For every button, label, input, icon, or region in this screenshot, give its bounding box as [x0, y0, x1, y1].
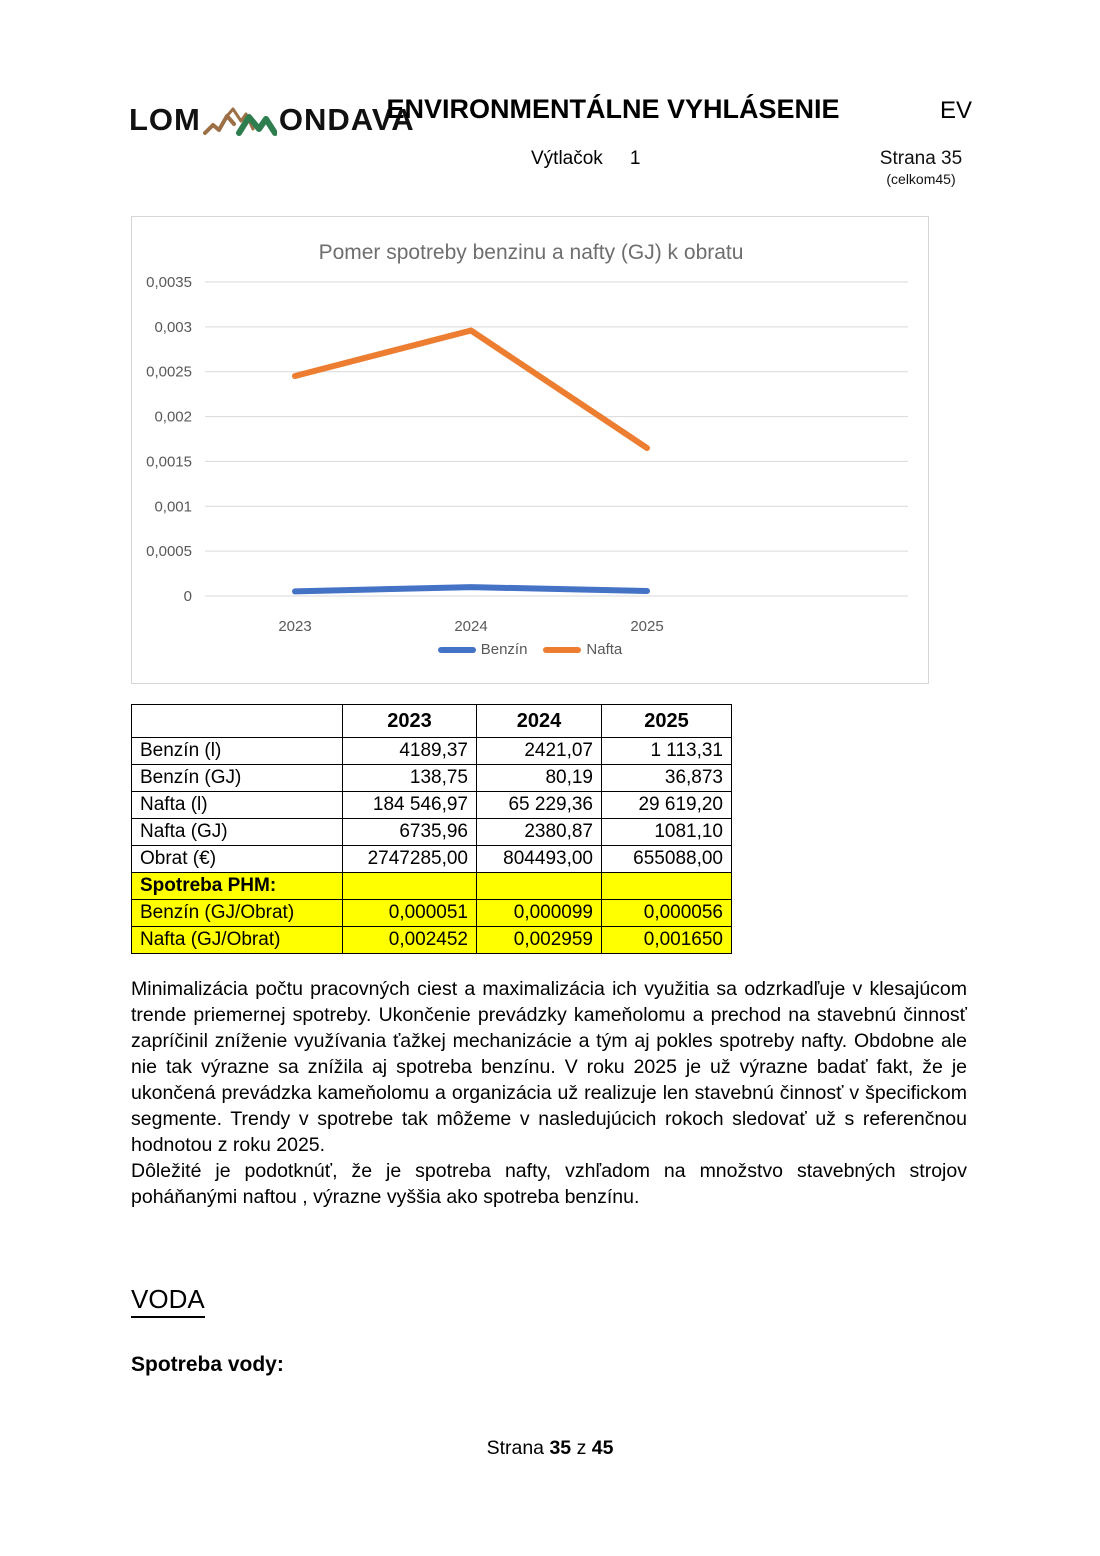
line-chart-canvas: [132, 217, 928, 683]
value-cell: 4189,37: [343, 738, 477, 765]
legend-item-benzín: [438, 641, 528, 658]
legend-swatch: [438, 647, 476, 653]
value-cell: 29 619,20: [602, 792, 732, 819]
value-cell: 0,002452: [343, 927, 477, 954]
body-text: [131, 976, 967, 1210]
paragraph-fuel-analysis: Minimalizácia počtu pracovných ciest a maximalizácia ich využitia sa odzrkadľuje v klesajúcom trende priemernej spotreby. Ukončenie prevádzky kameňolomu a prechod na stavebnú činnosť zapríčinil zníženie využívania ťažkej mechanizácie a tým aj pokles spotreby nafty. Obdobne ale nie tak výrazne sa znížila aj spotreba benzínu. V roku 2025 je už výrazne badať fakt, že je ukončená prevádzka kameňolomu a organizácia už realizuje len stavebnú činnosť v špecifickom segmente. Trendy v spotrebe tak môžeme v nasledujúcich rokoch sledovať už s referenčnou hodnotou z roku 2025.: [131, 978, 967, 1156]
value-cell: 2380,87: [477, 819, 602, 846]
fuel-ratio-chart: [131, 216, 929, 684]
footer-page-total: 45: [591, 1437, 614, 1459]
fuel-consumption-table: [131, 704, 732, 954]
value-cell: 0,001650: [602, 927, 732, 954]
x-tick-label: 2024: [454, 618, 488, 635]
value-cell: 80,19: [477, 765, 602, 792]
table-row: [132, 765, 732, 792]
table-row: [132, 792, 732, 819]
row-label-cell: Nafta (l): [132, 792, 343, 819]
value-cell: 1 113,31: [602, 738, 732, 765]
chart-title: Pomer spotreby benzinu a nafty (GJ) k obratu: [318, 241, 744, 264]
logo-text-lom: LOM: [129, 102, 201, 137]
chart-legend: [132, 641, 928, 658]
table-row: [132, 819, 732, 846]
value-cell: 184 546,97: [343, 792, 477, 819]
y-tick-label: 0,003: [154, 318, 192, 336]
document-title: ENVIRONMENTÁLNE VYHLÁSENIE: [386, 94, 840, 124]
value-cell: [343, 873, 477, 900]
table-header-cell: 2024: [477, 705, 602, 738]
legend-label: Nafta: [586, 641, 623, 658]
row-label-cell: Obrat (€): [132, 846, 343, 873]
section-heading-voda: VODA: [131, 1284, 205, 1315]
value-cell: 0,000051: [343, 900, 477, 927]
page-footer: [0, 1437, 1100, 1460]
print-info: [531, 148, 640, 170]
print-label: Výtlačok: [531, 148, 603, 169]
legend-label: Benzín: [480, 641, 528, 658]
value-cell: 0,000099: [477, 900, 602, 927]
table-row: [132, 927, 732, 954]
table-header-row: [132, 705, 732, 738]
row-label-cell: Benzín (GJ/Obrat): [132, 900, 343, 927]
table-row: [132, 900, 732, 927]
footer-page-current: 35: [549, 1437, 572, 1459]
value-cell: 0,002959: [477, 927, 602, 954]
mountain-icon: [203, 99, 277, 141]
legend-swatch: [543, 647, 581, 653]
footer-page-label: Strana: [486, 1437, 545, 1459]
table-row: [132, 873, 732, 900]
table-row: [132, 738, 732, 765]
footer-of-label: z: [576, 1437, 587, 1459]
series-line-benzín: [295, 587, 647, 591]
y-tick-label: 0,001: [154, 498, 192, 516]
y-tick-label: 0,0025: [146, 363, 192, 381]
table-header-cell: 2025: [602, 705, 732, 738]
value-cell: 36,873: [602, 765, 732, 792]
value-cell: [477, 873, 602, 900]
logo-text-ondava: ONDAVA: [278, 102, 415, 137]
row-label-cell: Nafta (GJ/Obrat): [132, 927, 343, 954]
legend-item-nafta: [543, 641, 622, 658]
page-total-note: (celkom45): [886, 171, 956, 187]
row-label-cell: Benzín (GJ): [132, 765, 343, 792]
row-label-cell: Spotreba PHM:: [132, 873, 343, 900]
value-cell: 0,000056: [602, 900, 732, 927]
row-label-cell: Nafta (GJ): [132, 819, 343, 846]
table-header-cell: [132, 705, 343, 738]
value-cell: 138,75: [343, 765, 477, 792]
company-logo: [129, 99, 415, 141]
print-number: 1: [629, 148, 641, 169]
table-header-cell: 2023: [343, 705, 477, 738]
y-tick-label: 0: [183, 588, 192, 605]
paragraph-diesel-note: Dôležité je podotknúť, že je spotreba nafty, vzhľadom na množstvo stavebných strojov poháňanými naftou , výrazne vyššia ako spotreba benzínu.: [131, 1160, 967, 1208]
value-cell: 804493,00: [477, 846, 602, 873]
subsection-heading-spotreba-vody: Spotreba vody:: [131, 1353, 284, 1376]
y-tick-label: 0,0015: [146, 453, 192, 471]
x-tick-label: 2023: [278, 618, 312, 635]
value-cell: 6735,96: [343, 819, 477, 846]
document-code: EV: [940, 97, 973, 124]
value-cell: 1081,10: [602, 819, 732, 846]
value-cell: 2747285,00: [343, 846, 477, 873]
value-cell: 655088,00: [602, 846, 732, 873]
page-number-box: [880, 148, 962, 187]
y-tick-label: 0,002: [154, 408, 192, 426]
y-tick-label: 0,0005: [146, 543, 192, 561]
page-number-label: Strana 35: [879, 148, 963, 169]
x-tick-label: 2025: [630, 618, 664, 635]
value-cell: 2421,07: [477, 738, 602, 765]
row-label-cell: Benzín (l): [132, 738, 343, 765]
y-tick-label: 0,0035: [146, 274, 192, 291]
series-line-nafta: [295, 331, 647, 449]
value-cell: 65 229,36: [477, 792, 602, 819]
table-row: [132, 846, 732, 873]
value-cell: [602, 873, 732, 900]
